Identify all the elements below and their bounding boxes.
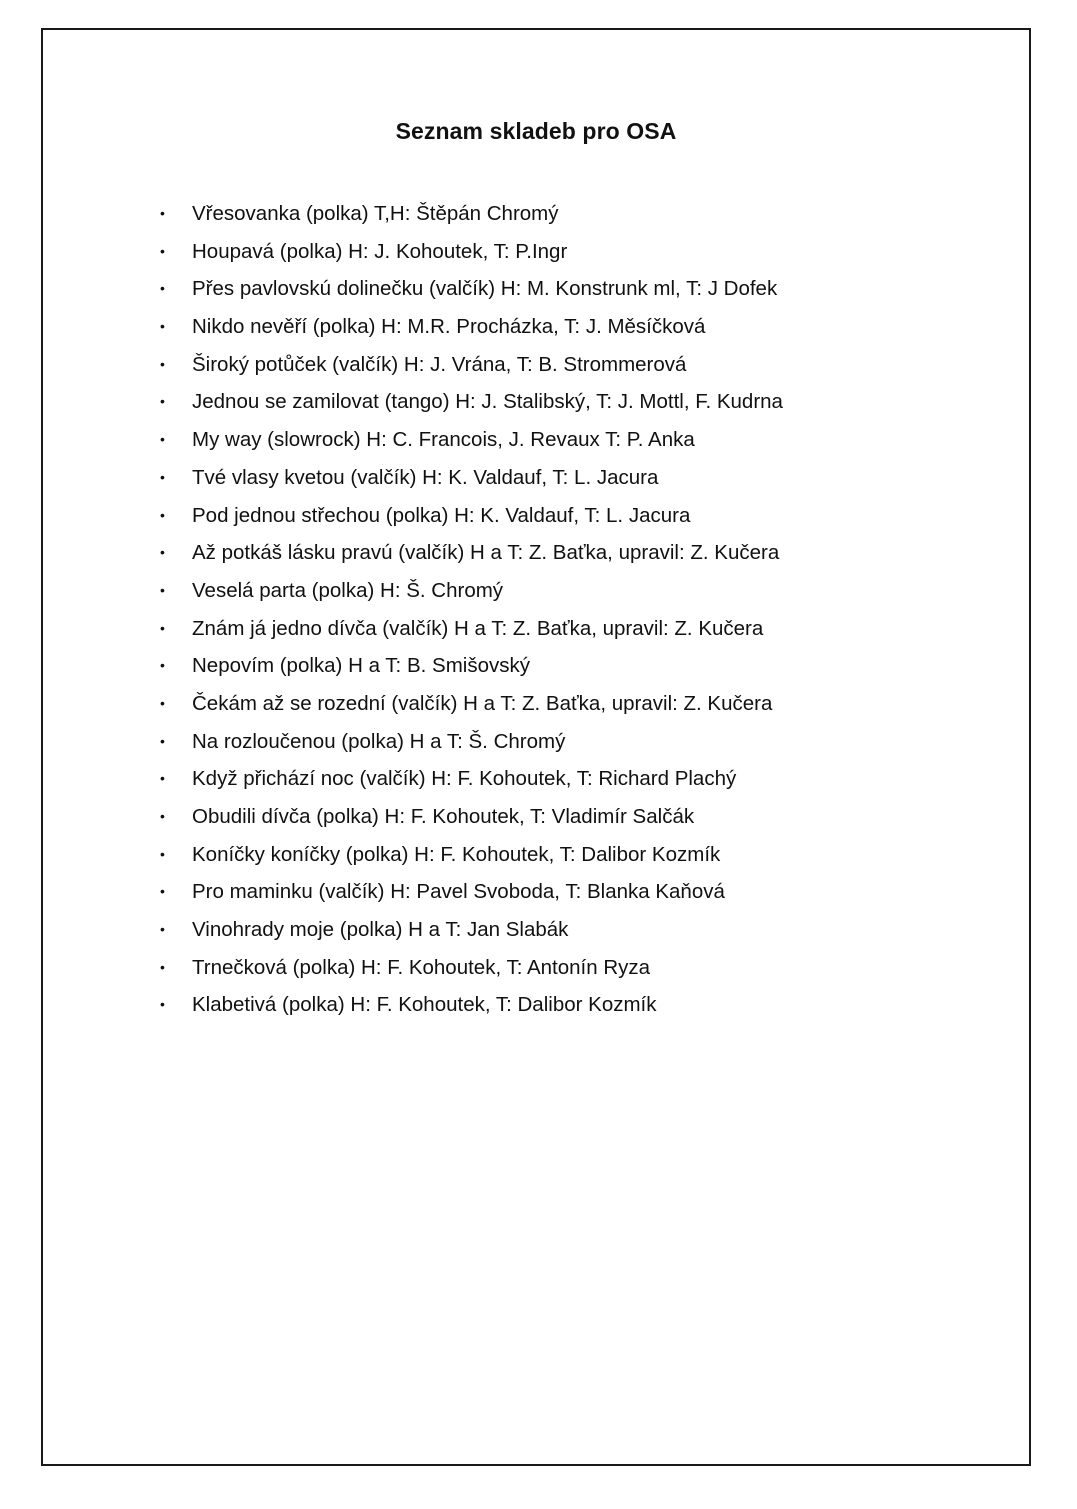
song-entry: Koníčky koníčky (polka) H: F. Kohoutek, T: Dalibor Kozmík: [192, 842, 721, 866]
list-item: [153, 949, 783, 987]
list-item: [153, 346, 783, 384]
list-item: [153, 723, 783, 761]
song-entry: Trnečková (polka) H: F. Kohoutek, T: Antonín Ryza: [192, 955, 651, 979]
list-item: [153, 873, 783, 911]
bullet-icon: •: [160, 883, 165, 900]
song-entry: Obudili dívča (polka) H: F. Kohoutek, T: Vladimír Salčák: [192, 805, 695, 828]
bullet-icon: •: [160, 468, 165, 485]
list-item: [153, 911, 783, 949]
bullet-icon: •: [160, 280, 165, 297]
song-entry: Když přichází noc (valčík) H: F. Kohoutek, T: Richard Plachý: [192, 767, 737, 791]
list-item: [153, 572, 783, 610]
bullet-icon: •: [160, 770, 165, 787]
list-item: [153, 685, 783, 723]
list-item: [153, 497, 783, 535]
bullet-icon: •: [160, 242, 165, 259]
list-item: [153, 383, 783, 421]
bullet-icon: •: [160, 694, 165, 711]
song-entry: Tvé vlasy kvetou (valčík) H: K. Valdauf, T: L. Jacura: [192, 465, 659, 489]
bullet-icon: •: [160, 921, 165, 938]
bullet-icon: •: [160, 657, 165, 674]
bullet-icon: •: [160, 845, 165, 862]
song-entry: Nikdo nevěří (polka) H: M.R. Procházka, T: J. Měsíčková: [192, 315, 706, 339]
song-entry: My way (slowrock) H: C. Francois, J. Revaux T: P. Anka: [192, 428, 695, 452]
list-item: [153, 836, 783, 874]
list-item: [153, 610, 783, 648]
bullet-icon: •: [160, 808, 165, 824]
list-item: [153, 760, 783, 798]
song-entry: Veselá parta (polka) H: Š. Chromý: [192, 578, 504, 602]
bullet-icon: •: [160, 205, 165, 221]
song-entry: Pod jednou střechou (polka) H: K. Valdauf, T: L. Jacura: [192, 503, 691, 527]
list-item: [153, 308, 783, 346]
song-entry: Čekám až se rozední (valčík) H a T: Z. Baťka, upravil: Z. Kučera: [192, 691, 773, 715]
song-entry: Vinohrady moje (polka) H a T: Jan Slabák: [192, 918, 569, 942]
list-item: [153, 534, 783, 572]
list-item: [153, 986, 783, 1024]
bullet-icon: •: [160, 355, 165, 372]
bullet-icon: •: [160, 996, 165, 1013]
list-item: [153, 195, 783, 233]
list-item: [153, 459, 783, 497]
song-entry: Klabetivá (polka) H: F. Kohoutek, T: Dalibor Kozmík: [192, 993, 657, 1017]
list-item: [153, 798, 783, 836]
list-item: [153, 421, 783, 459]
song-entry: Široký potůček (valčík) H: J. Vrána, T: B. Strommerová: [192, 352, 687, 376]
bullet-icon: •: [160, 544, 165, 561]
song-entry: Až potkáš lásku pravú (valčík) H a T: Z. Baťka, upravil: Z. Kučera: [192, 541, 780, 565]
song-entry: Nepovím (polka) H a T: B. Smišovský: [192, 654, 530, 678]
song-entry: Na rozloučenou (polka) H a T: Š. Chromý: [192, 729, 566, 753]
bullet-icon: •: [160, 581, 165, 598]
bullet-icon: •: [160, 732, 165, 749]
song-entry: Houpavá (polka) H: J. Kohoutek, T: P.Ingr: [192, 239, 568, 263]
bullet-icon: •: [160, 431, 165, 448]
page-title: Seznam skladeb pro OSA: [395, 118, 677, 144]
bullet-icon: •: [160, 506, 165, 523]
page-frame: [41, 28, 1031, 1466]
song-entry: Jednou se zamilovat (tango) H: J. Stalibský, T: J. Mottl, F. Kudrna: [192, 390, 783, 414]
song-entry: Pro maminku (valčík) H: Pavel Svoboda, T: Blanka Kaňová: [192, 880, 725, 904]
bullet-icon: •: [160, 958, 165, 975]
song-list: [153, 195, 783, 1024]
bullet-icon: •: [160, 393, 165, 410]
list-item: [153, 270, 783, 308]
song-entry: Znám já jedno dívča (valčík) H a T: Z. Baťka, upravil: Z. Kučera: [192, 616, 764, 640]
bullet-icon: •: [160, 619, 165, 636]
list-item: [153, 647, 783, 685]
bullet-icon: •: [160, 318, 165, 335]
song-entry: Přes pavlovskú dolinečku (valčík) H: M. Konstrunk ml, T: J Dofek: [192, 277, 778, 301]
song-entry: Vřesovanka (polka) T,H: Štěpán Chromý: [192, 202, 559, 225]
list-item: [153, 233, 783, 271]
